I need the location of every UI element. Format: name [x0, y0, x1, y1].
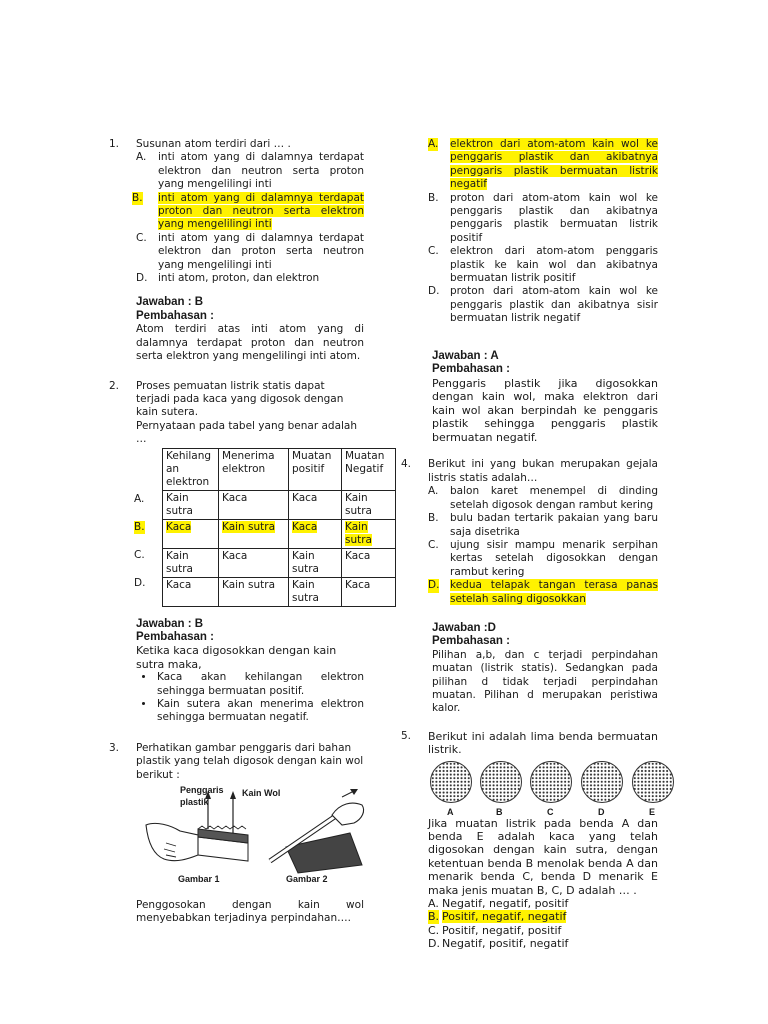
- question-text: Berikut ini adalah lima benda bermuatan listrik.: [428, 729, 658, 757]
- charged-object-e: [632, 761, 674, 803]
- charged-object-d: [581, 761, 623, 803]
- statement-text: Pernyataan pada tabel yang benar adalah …: [136, 419, 358, 446]
- option-c: C. ujung sisir mampu menarik serpihan kertas setelah digosokkan dengan rambut kering: [428, 538, 658, 578]
- discussion-bullets: [136, 671, 364, 725]
- table-header: Muatan positif: [289, 448, 342, 490]
- answer-table: [162, 448, 396, 607]
- discussion-text: Ketika kaca digosokkan dengan kain sutra maka,: [136, 644, 337, 671]
- option-a: A. inti atom yang di dalamnya terdapat elektron dan neutron serta proton yang mengelilingi inti: [136, 151, 364, 191]
- question-tail: Penggosokan dengan kain wol menyebabkan terjadinya perpindahan….: [136, 899, 364, 925]
- rubbing-illustration: [136, 785, 370, 893]
- option-c: C. elektron dari atom-atom penggaris plastik ke kain wol dan akibatnya bermuatan listrik positif: [428, 245, 658, 285]
- option-c: C. Positif, negatif, positif: [428, 923, 562, 937]
- discussion-label: Pembahasan :: [136, 630, 214, 643]
- wool-label: Kain Wol: [242, 788, 281, 798]
- question-number: 3.: [109, 741, 120, 754]
- question-tail: Jika muatan listrik pada benda A dan benda E adalah kaca yang telah digosokan dengan kain sutra, dengan ketentuan benda B menolak benda A dan menarik benda C, benda D menarik E maka jenis muatan B, C, D adalah … .: [428, 816, 658, 897]
- charged-object-b: [480, 761, 522, 803]
- table-header: Menerima elektron: [219, 448, 289, 490]
- answer: Jawaban :D: [432, 621, 496, 634]
- option-b: B. Positif, negatif, negatif: [428, 910, 567, 924]
- list-item: • Kain sutera akan menerima elektron sehingga bermuatan negatif.: [155, 698, 364, 725]
- discussion-text: Atom terdiri atas inti atom yang di dalamnya terdapat proton dan neutron serta elektron yang mengelilingi inti atom.: [136, 323, 364, 363]
- object-label-c: C: [547, 806, 554, 817]
- option-d: D. proton dari atom-atom kain wol ke penggaris plastik dan akibatnya sisir bermuatan listrik negatif: [428, 285, 658, 325]
- row-letter: A.: [134, 492, 145, 505]
- discussion-label: Pembahasan :: [432, 635, 510, 648]
- question-number: 5.: [401, 729, 412, 742]
- option-a: A. elektron dari atom-atom kain wol ke penggaris plastik dan akibatnya penggaris plastik bermuatan listrik negatif: [428, 138, 658, 191]
- option-b: B. proton dari atom-atom kain wol ke penggaris plastik dan akibatnya penggaris plastik bermuatan listrik positif: [428, 191, 658, 244]
- question-number: 4.: [401, 458, 412, 471]
- option-a: A. balon karet menempel di dinding setelah digosok dengan rambut kering: [428, 485, 658, 511]
- right-column: [401, 138, 658, 951]
- question-text: Proses pemuatan listrik statis dapat terjadi pada kaca yang digosok dengan kain sutera.: [136, 379, 344, 419]
- charged-object-c: [530, 761, 572, 803]
- charged-objects-figure: [428, 759, 658, 817]
- discussion-label: Pembahasan :: [432, 363, 510, 376]
- figure-1-caption: Gambar 1: [178, 874, 220, 884]
- object-label-b: B: [496, 806, 503, 817]
- question-3-options: [428, 138, 658, 444]
- answer: Jawaban : A: [432, 349, 499, 362]
- question-5: [401, 729, 658, 951]
- list-item: • Kaca akan kehilangan elektron sehingga bermuatan positif.: [155, 671, 364, 698]
- row-letter: C.: [134, 548, 145, 561]
- option-b: B. inti atom yang di dalamnya terdapat proton dan neutron serta elektron yang mengelilingi inti: [132, 191, 364, 231]
- question-number: 2.: [109, 379, 120, 392]
- option-a: A. Negatif, negatif, positif: [428, 897, 569, 911]
- ruler-label: Penggaris plastik: [180, 785, 224, 807]
- question-number: 1.: [109, 138, 120, 150]
- question-text: Susunan atom terdiri dari … .: [136, 138, 291, 150]
- row-letter: B.: [134, 520, 145, 533]
- answer-table-wrap: [134, 448, 385, 607]
- object-label-a: A: [447, 806, 454, 817]
- discussion-label: Pembahasan :: [136, 309, 214, 322]
- answer: Jawaban : B: [136, 296, 204, 309]
- row-letter: D.: [134, 576, 146, 589]
- discussion-text: Penggaris plastik jika digosokkan dengan kain wol, maka elektron dari kain wol akan berpindah ke penggaris plastik sehingga penggaris plastik bermuatan negatif.: [432, 376, 658, 444]
- question-text: Perhatikan gambar penggaris dari bahan plastik yang telah digosok dengan kain wol berikut :: [136, 741, 364, 781]
- question-2: [109, 379, 385, 725]
- table-row: Kaca Kain sutra Kain sutra Kaca: [163, 577, 396, 606]
- question-text: Berikut ini yang bukan merupakan gejala listris statis adalah…: [428, 458, 658, 484]
- option-d: D. Negatif, positif, negatif: [428, 937, 569, 951]
- option-d: D. inti atom, proton, dan elektron: [136, 272, 320, 285]
- object-label-e: E: [649, 806, 656, 817]
- question-1: [109, 138, 364, 364]
- option-d: D. kedua telapak tangan terasa panas setelah saling digosokkan: [428, 579, 658, 605]
- answer: Jawaban : B: [136, 617, 204, 630]
- table-header: Kehilang an elektron: [163, 448, 219, 490]
- table-row: Kaca Kain sutra Kaca Kain sutra: [163, 519, 396, 548]
- rubbing-figure: [136, 785, 370, 893]
- question-4: [401, 458, 658, 715]
- left-column: [109, 138, 385, 926]
- table-row: Kain sutra Kaca Kain sutra Kaca: [163, 548, 396, 577]
- charged-object-a: [430, 761, 472, 803]
- table-header: Muatan Negatif: [342, 448, 396, 490]
- option-c: C. inti atom yang di dalamnya terdapat elektron dan proton serta neutron yang mengelilingi inti: [136, 231, 364, 271]
- object-label-d: D: [598, 806, 605, 817]
- figure-2-caption: Gambar 2: [286, 874, 328, 884]
- question-3: [109, 741, 364, 926]
- option-b: B. bulu badan tertarik pakaian yang baru saja disetrika: [428, 512, 658, 538]
- table-row: Kain sutra Kaca Kaca Kain sutra: [163, 490, 396, 519]
- discussion-text: Pilihan a,b, dan c terjadi perpindahan muatan (listrik statis). Sedangkan pada pilihan d tidak terjadi perpindahan muatan. Pilihan d merupakan peristiwa kalor.: [432, 648, 658, 715]
- figure-2-drawing: [270, 789, 364, 873]
